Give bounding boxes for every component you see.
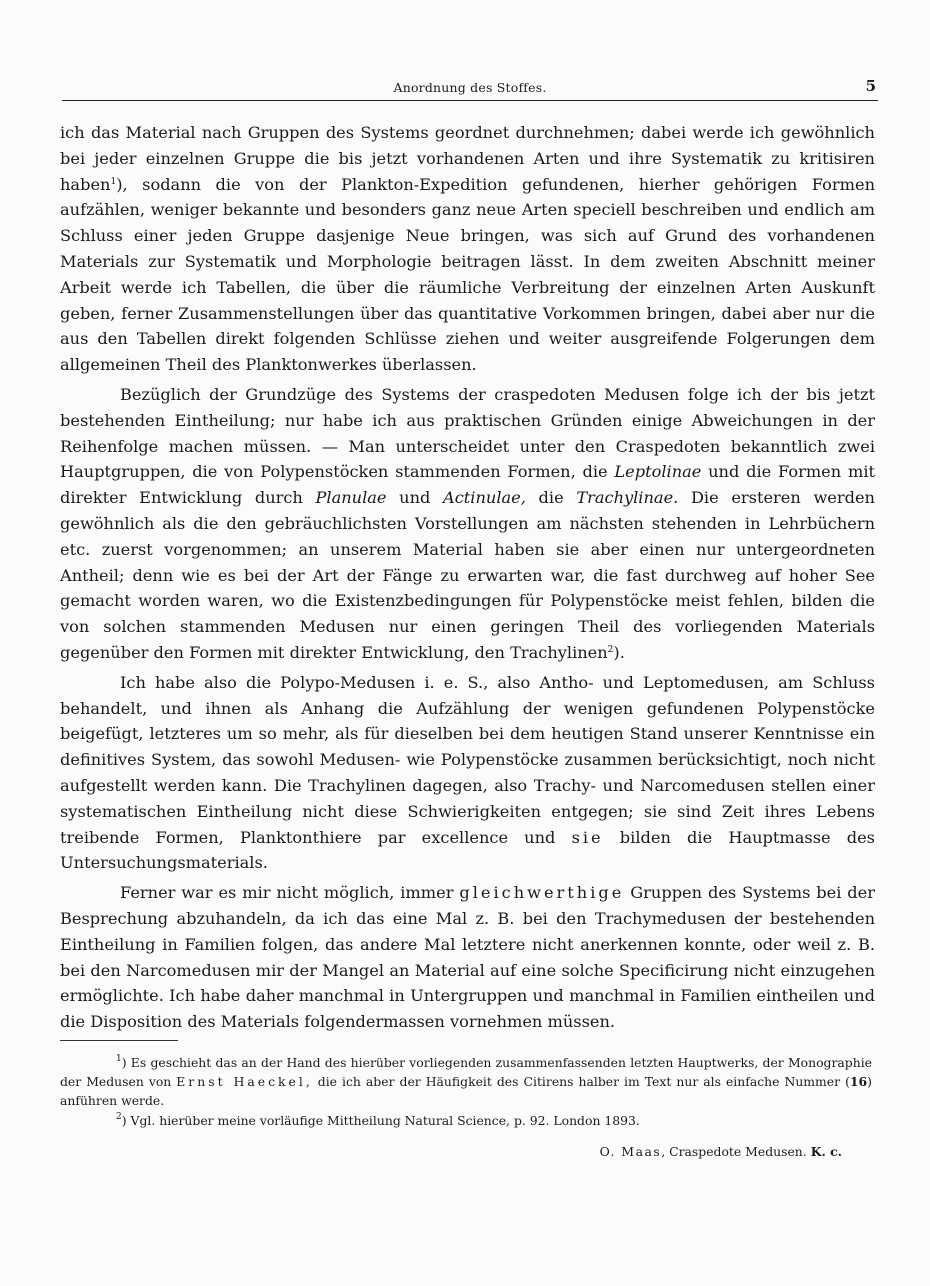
signature-line [600,1144,842,1159]
running-title: Anordnung des Stoffes. [393,80,547,95]
paragraph-2 [60,382,875,666]
footnote-2 [60,1111,872,1130]
p4-text-a: Ferner war es mir nicht möglich, immer [120,883,460,903]
term-planulae: Planulae [315,488,387,508]
p4-emphasis-gleichwerthige: gleichwerthige [459,883,625,903]
p2-text-c: und [386,488,444,508]
term-leptolinae: Leptolinae [614,462,702,482]
page-number: 5 [865,77,876,95]
p4-text-b: Gruppen des Systems bei der Besprechung abzuhandeln, da ich das eine Mal z. B. bei den Trachymedusen der bestehenden Eintheilung in Familien folgen, das andere Mal letztere nicht anerkennen konnte, oder weil z. B. bei den Narcomedusen mir der Mangel an Material auf eine solche Specificirung nicht einzugehen ermöglichte. Ich habe daher manchmal in Untergruppen und manchmal in Familien eintheilen und die Disposition des Materials folgendermassen vornehmen müssen. [60,883,875,1032]
footnote-1-number: 16 [849,1074,868,1089]
running-header [62,77,878,101]
footnote-2-mark: 2 [116,1112,122,1122]
footnote-1-text-c: ) anführen werde. [60,1074,873,1108]
footnote-2-text: ) Vgl. hierüber meine vorläufige Mittheilung Natural Science, p. 92. London 1893. [121,1113,640,1128]
footnote-1-author: Ernst Haeckel, [176,1074,313,1089]
p1-text-b: ), sodann die von der Plankton-Expedition gefundenen, hierher gehörigen Formen aufzählen, weniger bekannte und besonders ganz neue Arten speciell beschreiben und endlich am Schluss einer jeden Gruppe dasjenige Neue bringen, was sich auf Grund des vorhandenen Materials zur Systematik und Morphologie beitragen lässt. In dem zweiten Abschnitt meiner Arbeit werde ich Tabellen, die über die räumliche Verbreitung der einzelnen Arten Auskunft geben, ferner Zusammenstellungen über das quantitative Vorkommen bringen, dabei aber nur die aus den Tabellen direkt folgenden Schlüsse ziehen und weiter ausgreifende Folgerungen dem allgemeinen Theil des Planktonwerkes überlassen. [60,174,875,375]
footnote-rule [60,1040,178,1041]
footnote-1-text-b: die ich aber der Häufigkeit des Citirens halber im Text nur als einfache Nummer ( [312,1074,850,1089]
paragraph-3 [60,670,875,876]
p2-text-b: und die Formen mit direkter Entwicklung durch [60,462,875,508]
body-text [60,120,875,1035]
signature-sheet: K. c. [810,1144,842,1159]
signature-title: , Craspedote Medusen. [661,1144,807,1159]
p3-text-b: bilden die Hauptmasse des Untersuchungsmaterials. [60,827,875,873]
paragraph-4 [60,880,875,1035]
p2-text-f: ). [613,642,625,662]
term-trachylinae: Trachylinae. [576,488,679,508]
footnote-1 [60,1053,872,1110]
p3-text-a: Ich habe also die Polypo-Medusen i. e. S., also Antho- und Leptomedusen, am Schluss behandelt, und ihnen als Anhang die Aufzählung der wenigen gefundenen Polypenstöcke beigefügt, letzteres um so mehr, als für dieselben bei dem heutigen Stand unserer Kenntnisse ein definitives System, das sowohl Medusen- wie Polypenstöcke zusammen berücksichtigt, noch nicht aufgestellt werden kann. Die Trachylinen dagegen, also Trachy- und Narcomedusen stellen einer systematischen Eintheilung nicht diese Schwierigkeiten entgegen; sie sind Zeit ihres Lebens treibende Formen, Planktonthiere par excellence und [60,672,875,847]
footnotes [60,1053,872,1130]
p1-text-a: ich das Material nach Gruppen des Systems geordnet durchnehmen; dabei werde ich gewöhnlich bei jeder einzelnen Gruppe die bis jetzt vorhandenen Arten und ihre Systematik zu kritisiren haben [60,123,875,194]
paragraph-1 [60,120,875,378]
p3-emphasis-sie: sie [571,827,604,847]
footnote-ref-1: 1 [110,176,117,187]
term-actinulae: Actinulae, [443,488,526,508]
p2-text-e: Die ersteren werden gewöhnlich als die den gebräuchlichsten Vorstellungen am nächsten stehenden in Lehrbüchern etc. zuerst vorgenommen; an unserem Material haben sie aber einen nur untergeordneten Antheil; denn wie es bei der Art der Fänge zu erwarten war, die fast durchweg auf hoher See gemacht worden waren, wo die Existenzbedingungen für Polypenstöcke meist fehlen, bilden die von solchen stammenden Medusen nur einen geringen Theil des vorliegenden Materials gegenüber den Formen mit direkter Entwicklung, den Trachylinen [60,488,875,662]
signature-author: O. Maas [599,1144,662,1159]
footnote-1-text-a: ) Es geschieht das an der Hand des hierüber vorliegenden zusammenfassenden letzten Hauptwerks, der Monographie der Medusen von [60,1055,872,1089]
p2-text-d: die [525,488,577,508]
p2-text-a: Bezüglich der Grundzüge des Systems der craspedoten Medusen folge ich der bis jetzt bestehenden Eintheilung; nur habe ich aus praktischen Gründen einige Abweichungen in der Reihenfolge machen müssen. — Man unterscheidet unter den Craspedoten bekanntlich zwei Hauptgruppen, die von Polypenstöcken stammenden Formen, die [60,384,875,482]
footnote-1-mark: 1 [116,1054,122,1064]
footnote-ref-2: 2 [607,644,614,655]
